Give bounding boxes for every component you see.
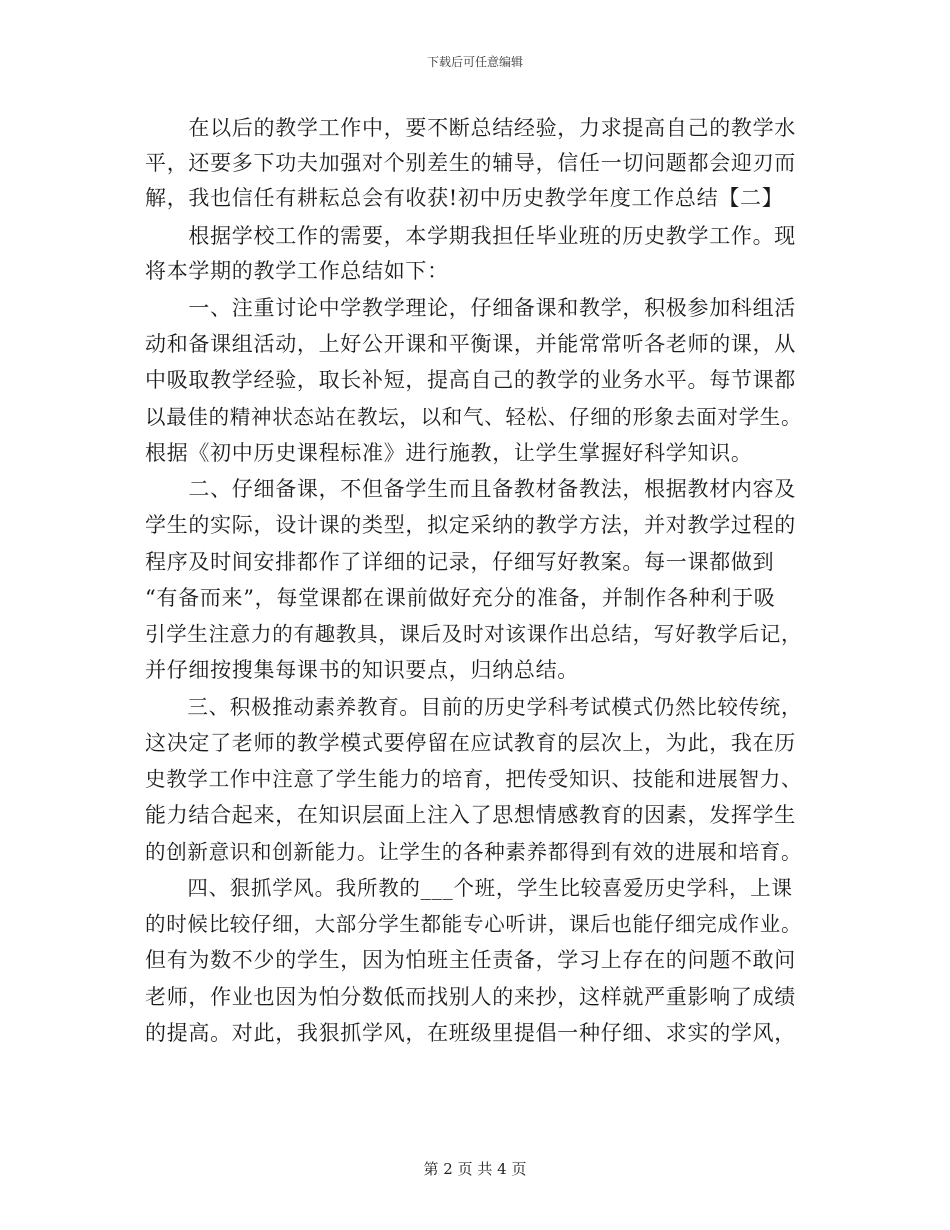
body-line: 这决定了老师的教学模式要停留在应试教育的层次上，为此，我在历 bbox=[145, 731, 796, 755]
body-line: “有备而来”，每堂课都在课前做好充分的准备，并制作各种利于吸 bbox=[145, 586, 776, 610]
body-line: 的创新意识和创新能力。让学生的各种素养都得到有效的进展和培育。 bbox=[145, 840, 803, 864]
body-line: 在以后的教学工作中，要不断总结经验，力求提高自己的教学水 bbox=[145, 116, 796, 140]
body-line: 的时候比较仔细，大部分学生都能专心听讲，课后也能仔细完成作业。 bbox=[145, 912, 803, 936]
page-header: 下载后可任意编辑 bbox=[426, 55, 523, 69]
body-line: 史教学工作中注意了学生能力的培育，把传受知识、技能和进展智力、 bbox=[145, 767, 803, 791]
body-line: 平，还要多下功夫加强对个别差生的辅导，信任一切问题都会迎刃而 bbox=[145, 151, 796, 175]
body-line: 根据《初中历史课程标准》进行施教，让学生掌握好科学知识。 bbox=[145, 441, 753, 465]
body-line: 三、积极推动素养教育。目前的历史学科考试模式仍然比较传统， bbox=[145, 695, 803, 719]
body-line: 一、注重讨论中学教学理论，仔细备课和教学，积极参加科组活 bbox=[145, 296, 796, 320]
body-line: 将本学期的教学工作总结如下： bbox=[145, 259, 449, 283]
body-line: 根据学校工作的需要，本学期我担任毕业班的历史教学工作。现 bbox=[145, 224, 796, 248]
body-line: 四、狠抓学风。我所教的___个班，学生比较喜爱历史学科，上课 bbox=[145, 876, 793, 900]
body-line: 的提高。对此，我狠抓学风，在班级里提倡一种仔细、求实的学风， bbox=[145, 1021, 796, 1045]
body-line: 以最佳的精神状态站在教坛，以和气、轻松、仔细的形象去面对学生。 bbox=[145, 405, 803, 429]
page-footer: 第 2 页 共 4 页 bbox=[423, 1160, 527, 1178]
body-line: 并仔细按搜集每课书的知识要点，归纳总结。 bbox=[145, 658, 579, 682]
body-line: 学生的实际，设计课的类型，拟定采纳的教学方法，并对教学过程的 bbox=[145, 513, 796, 537]
body-line: 解，我也信任有耕耘总会有收获!初中历史教学年度工作总结【二】 bbox=[145, 186, 784, 210]
body-line: 老师，作业也因为怕分数低而找别人的来抄，这样就严重影响了成绩 bbox=[145, 985, 796, 1009]
body-line: 引学生注意力的有趣教具，课后及时对该课作出总结，写好教学后记， bbox=[145, 622, 803, 646]
body-line: 程序及时间安排都作了详细的记录，仔细写好教案。每一课都做到 bbox=[145, 550, 775, 574]
body-line: 动和备课组活动，上好公开课和平衡课，并能常常听各老师的课，从 bbox=[145, 332, 796, 356]
body-line: 能力结合起来，在知识层面上注入了思想情感教育的因素，发挥学生 bbox=[145, 803, 796, 827]
body-line: 二、仔细备课，不但备学生而且备教材备教法，根据教材内容及 bbox=[145, 477, 796, 501]
body-line: 但有为数不少的学生，因为怕班主任责备，学习上存在的问题不敢问 bbox=[145, 948, 796, 972]
body-line: 中吸取教学经验，取长补短，提高自己的教学的业务水平。每节课都 bbox=[145, 368, 796, 392]
